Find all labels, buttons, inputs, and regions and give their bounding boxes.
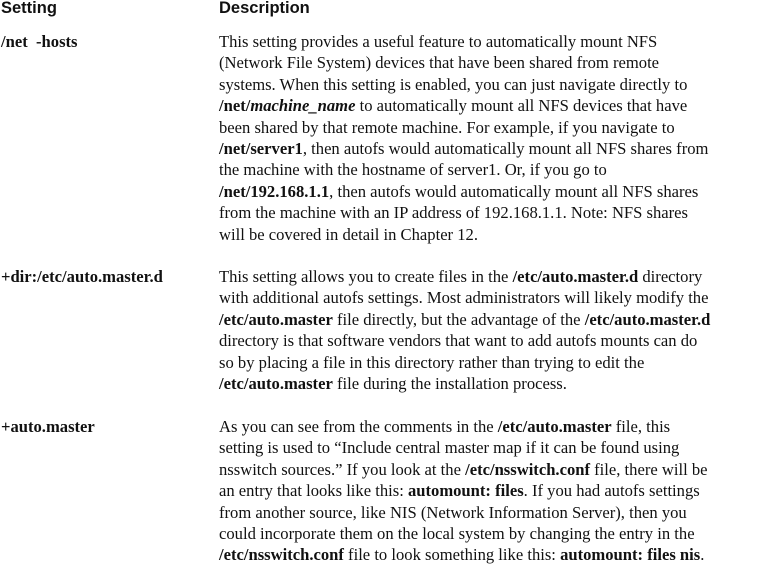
text-run: .	[700, 545, 705, 565]
description-line	[219, 74, 779, 95]
description-line	[219, 459, 779, 480]
emphasized-text: /etc/auto.master.d	[512, 267, 639, 286]
description-line	[219, 352, 779, 373]
description-line	[219, 138, 779, 159]
description-line	[219, 287, 779, 308]
description-line	[219, 523, 779, 544]
text-run: file during the installation process.	[332, 374, 567, 394]
text-run: . If you had autofs settings	[523, 481, 700, 501]
description-line	[219, 480, 779, 501]
description-line	[219, 224, 779, 245]
description-line	[219, 181, 779, 202]
description-line	[219, 309, 779, 330]
table-header	[0, 0, 782, 21]
description-line	[219, 373, 779, 394]
description-line	[219, 544, 779, 565]
text-run: file to look something like this:	[343, 545, 561, 565]
text-run: file, this	[611, 417, 671, 436]
text-run: the machine with the hostname of server1. Or, if you go to	[219, 160, 607, 180]
header-description: Description	[219, 0, 310, 17]
text-run: will be covered in detail in Chapter 12.	[219, 224, 478, 244]
text-run: , then autofs would automatically mount all NFS shares	[329, 181, 699, 201]
text-run: setting is used to “Include central master map if it can be found using	[219, 438, 680, 458]
emphasized-text: automount: files nis	[560, 545, 701, 565]
text-run: nsswitch sources.” If you look at the	[219, 459, 466, 479]
text-run: This setting provides a useful feature to automatically mount NFS	[219, 32, 658, 51]
header-setting: Setting	[1, 0, 57, 17]
setting-description	[219, 416, 779, 566]
text-run: from another source, like NIS (Network Information Server), then you	[219, 502, 687, 522]
text-run: from the machine with an IP address of 192.168.1.1. Note: NFS shares	[219, 203, 689, 223]
table-row-auto-master	[0, 416, 782, 571]
table-row-auto-master-d	[0, 266, 782, 396]
description-line	[219, 416, 779, 437]
description-line	[219, 117, 779, 138]
text-run: , then autofs would automatically mount all NFS shares from	[302, 139, 709, 159]
text-run: directory is that software vendors that want to add autofs mounts can do	[219, 331, 698, 351]
description-line	[219, 266, 779, 287]
text-run: so by placing a file in this directory rather than trying to edit the	[219, 352, 645, 372]
text-run: This setting allows you to create files in the	[219, 267, 513, 286]
description-line	[219, 437, 779, 458]
emphasized-text: /net/server1	[219, 139, 303, 159]
emphasized-text: /net/192.168.1.1	[219, 181, 330, 201]
text-run: As you can see from the comments in the	[219, 417, 498, 436]
description-line	[219, 202, 779, 223]
emphasized-text: /etc/auto.master	[219, 309, 333, 329]
text-run: to automatically mount all NFS devices that have	[355, 96, 688, 116]
text-run: directory	[638, 267, 703, 286]
text-run: systems. When this setting is enabled, you can just navigate directly to	[219, 74, 688, 94]
text-run: file, there will be	[590, 459, 708, 479]
description-line	[219, 502, 779, 523]
table-row-net-hosts	[0, 31, 782, 246]
description-line	[219, 330, 779, 351]
setting-name: /net -hosts	[1, 32, 78, 51]
emphasized-text: machine_name	[250, 96, 356, 116]
emphasized-text: /etc/auto.master	[497, 417, 612, 436]
text-run: (Network File System) devices that have been shared from remote	[219, 53, 660, 73]
text-run: file directly, but the advantage of the	[332, 309, 585, 329]
emphasized-text: /etc/auto.master	[219, 374, 333, 394]
text-run: could incorporate them on the local system by changing the entry in the	[219, 524, 695, 544]
text-run: been shared by that remote machine. For example, if you navigate to	[219, 117, 675, 137]
description-line	[219, 31, 779, 52]
emphasized-text: /etc/nsswitch.conf	[465, 459, 590, 479]
setting-description	[219, 266, 779, 394]
description-line	[219, 95, 779, 116]
emphasized-text: /etc/auto.master.d	[584, 309, 711, 329]
description-line	[219, 159, 779, 180]
description-line	[219, 52, 779, 73]
text-run: an entry that looks like this:	[219, 481, 408, 501]
text-run: with additional autofs settings. Most administrators will likely modify the	[219, 288, 709, 308]
setting-name: +auto.master	[1, 417, 95, 436]
setting-name: +dir:/etc/auto.master.d	[1, 267, 163, 286]
emphasized-text: /etc/nsswitch.conf	[219, 545, 344, 565]
setting-description	[219, 31, 779, 245]
emphasized-text: automount: files	[407, 481, 524, 501]
emphasized-text: /net/	[219, 96, 251, 116]
